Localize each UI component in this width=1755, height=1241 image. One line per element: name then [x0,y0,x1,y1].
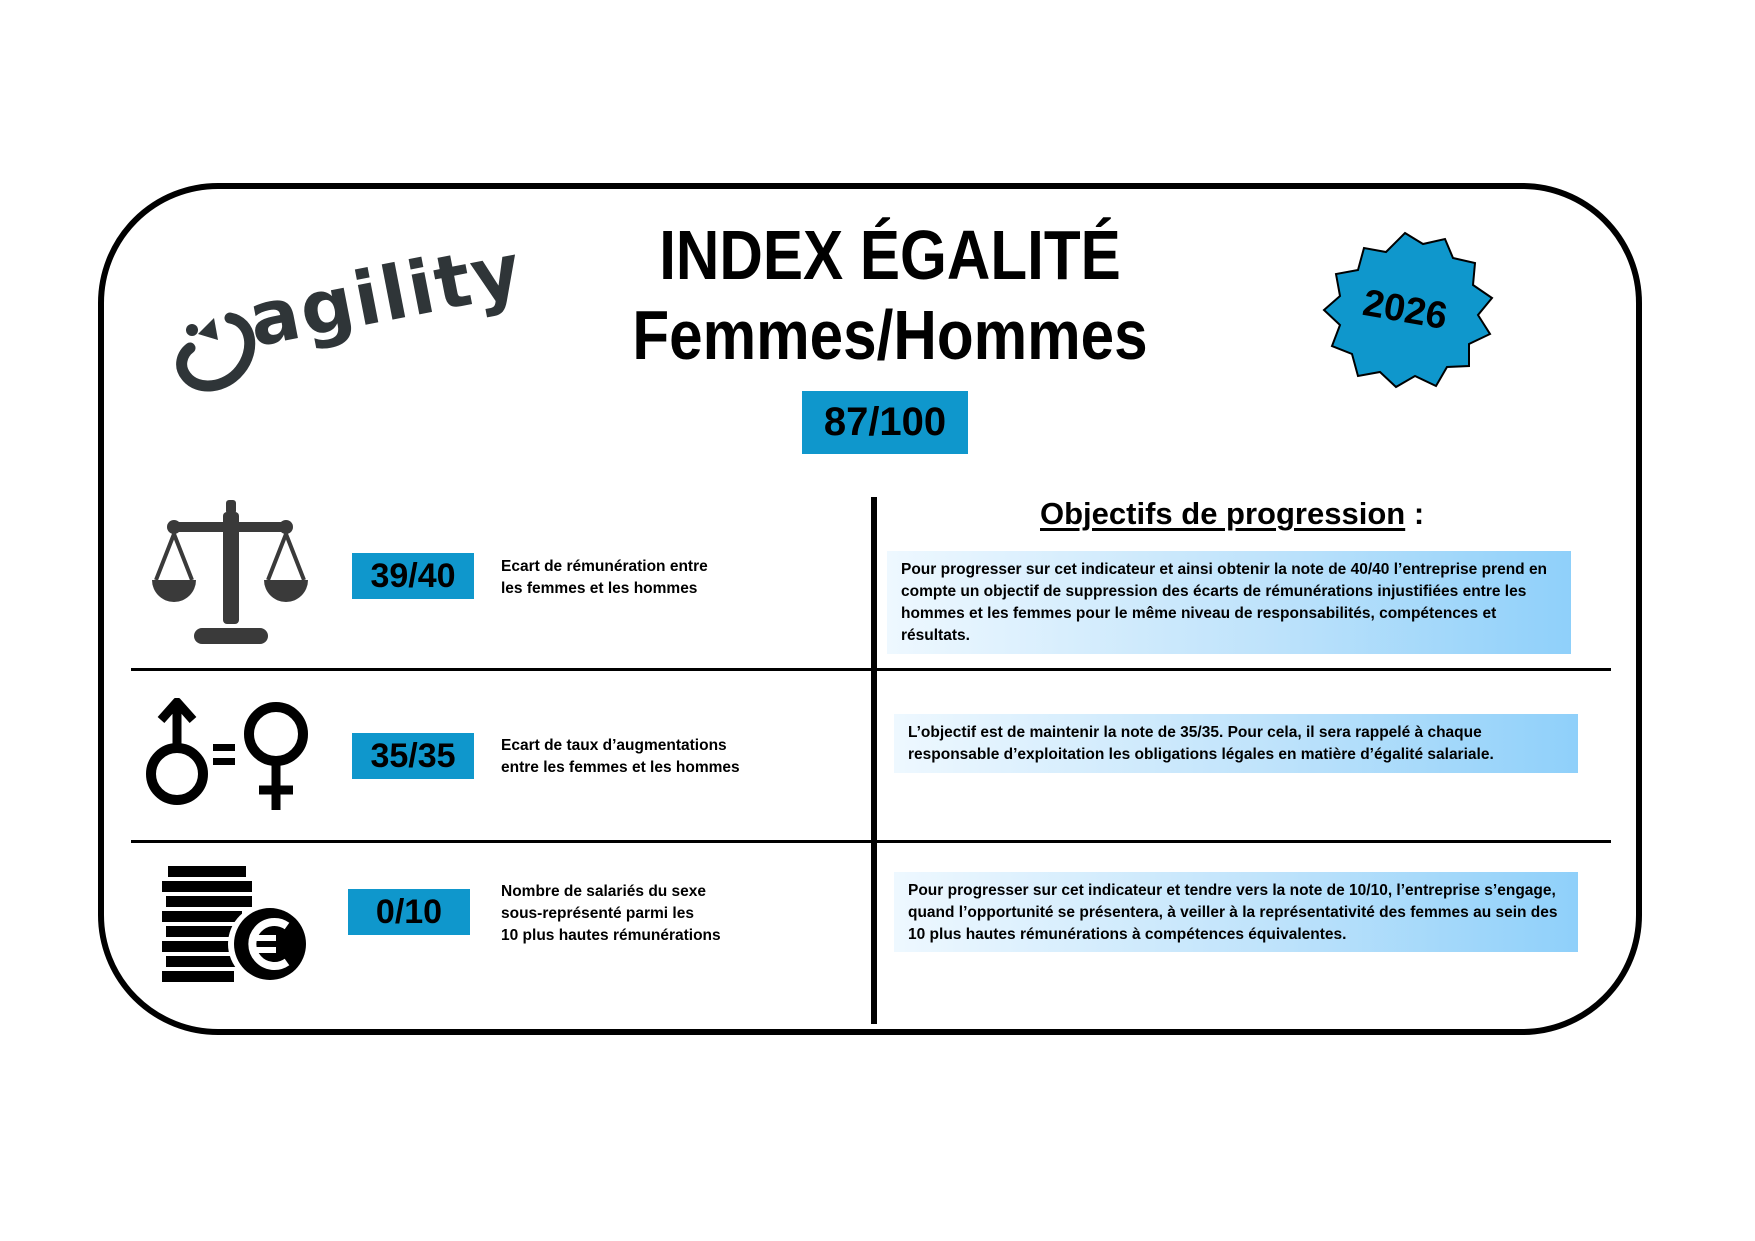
gender-equality-icon [143,698,313,813]
objectives-title: Objectifs de progression [1040,496,1406,531]
objectives-heading [1040,496,1424,532]
year-text: 2026 [1359,281,1451,339]
agility-logo [168,226,548,398]
balance-scale-icon [150,500,310,650]
page-title [606,215,1174,375]
indicator-label-1: Ecart de rémunération entre les femmes et les hommes [501,558,708,597]
objective-text-2: L’objectif est de maintenir la note de 35/35. Pour cela, il sera rappelé à chaque responsable d’exploitation les obligations légales en matière d’égalité salariale. [894,714,1578,773]
indicator-label-2: Ecart de taux d’augmentations entre les femmes et les hommes [501,737,740,776]
total-score-badge: 87/100 [802,391,968,454]
objective-text-3: Pour progresser sur cet indicateur et tendre vers la note de 10/10, l’entreprise s’engage, quand l’opportunité se présentera, à veiller à la représentativité des femmes au sein des 10 plus hautes rémunérations à compétences équivalentes. [894,872,1578,952]
row-divider-2 [131,840,1611,843]
score-indicator-1: 39/40 [352,553,474,599]
objectives-colon: : [1405,496,1425,531]
title-line-2: Femmes/Hommes [632,296,1148,374]
year-badge [1312,230,1498,390]
euro-coins-icon [162,866,312,984]
row-divider-1 [131,668,1611,671]
score-indicator-2: 35/35 [352,733,474,779]
objective-text-1: Pour progresser sur cet indicateur et ainsi obtenir la note de 40/40 l’entreprise prend en compte un objectif de suppression des écarts de rémunérations injustifiées entre les hommes et les femmes pour le même niveau de responsabilités, compétences et résultats. [887,551,1571,654]
logo-text: agility [241,226,530,364]
title-line-1: INDEX ÉGALITÉ [659,216,1121,294]
score-indicator-3: 0/10 [348,889,470,935]
indicator-label-3: Nombre de salariés du sexe sous-représenté parmi les 10 plus hautes rémunérations [501,883,721,944]
column-divider [871,497,877,1024]
